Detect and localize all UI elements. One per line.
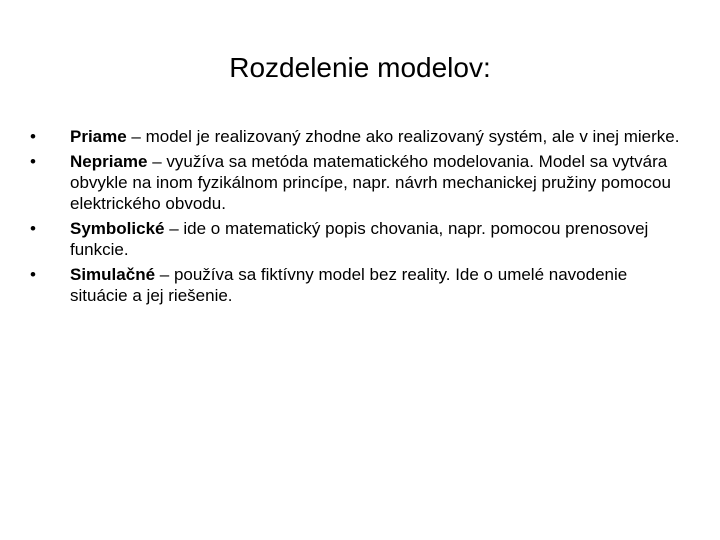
bullet-item-symbolicke [30, 218, 680, 260]
bullet-term: Simulačné [70, 265, 156, 284]
bullet-term: Nepriame [70, 152, 148, 171]
bullet-text: – používa sa fiktívny model bez reality. Ide o umelé navodenie situácie a jej riešenie. [70, 265, 628, 305]
bullet-text: – využíva sa metóda matematického modelovania. Model sa vytvára obvykle na inom fyzikálnom princípe, napr. návrh mechanickej pružiny pomocou elektrického obvodu. [70, 152, 671, 213]
bullet-text: – ide o matematický popis chovania, napr. pomocou prenosovej funkcie. [70, 219, 649, 259]
bullet-item-nepriame [30, 151, 680, 214]
bullet-icon: • [30, 219, 36, 238]
slide-title: Rozdelenie modelov: [229, 52, 491, 83]
bullet-term: Symbolické [70, 219, 165, 238]
bullet-icon: • [30, 265, 36, 284]
bullet-icon: • [30, 127, 36, 146]
bullet-text: – model je realizovaný zhodne ako realizovaný systém, ale v inej mierke. [126, 127, 680, 146]
bullet-item-priame [30, 126, 680, 147]
bullet-term: Priame [70, 127, 127, 146]
bullet-list [30, 126, 680, 310]
bullet-icon: • [30, 152, 36, 171]
bullet-item-simulacne [30, 264, 680, 306]
